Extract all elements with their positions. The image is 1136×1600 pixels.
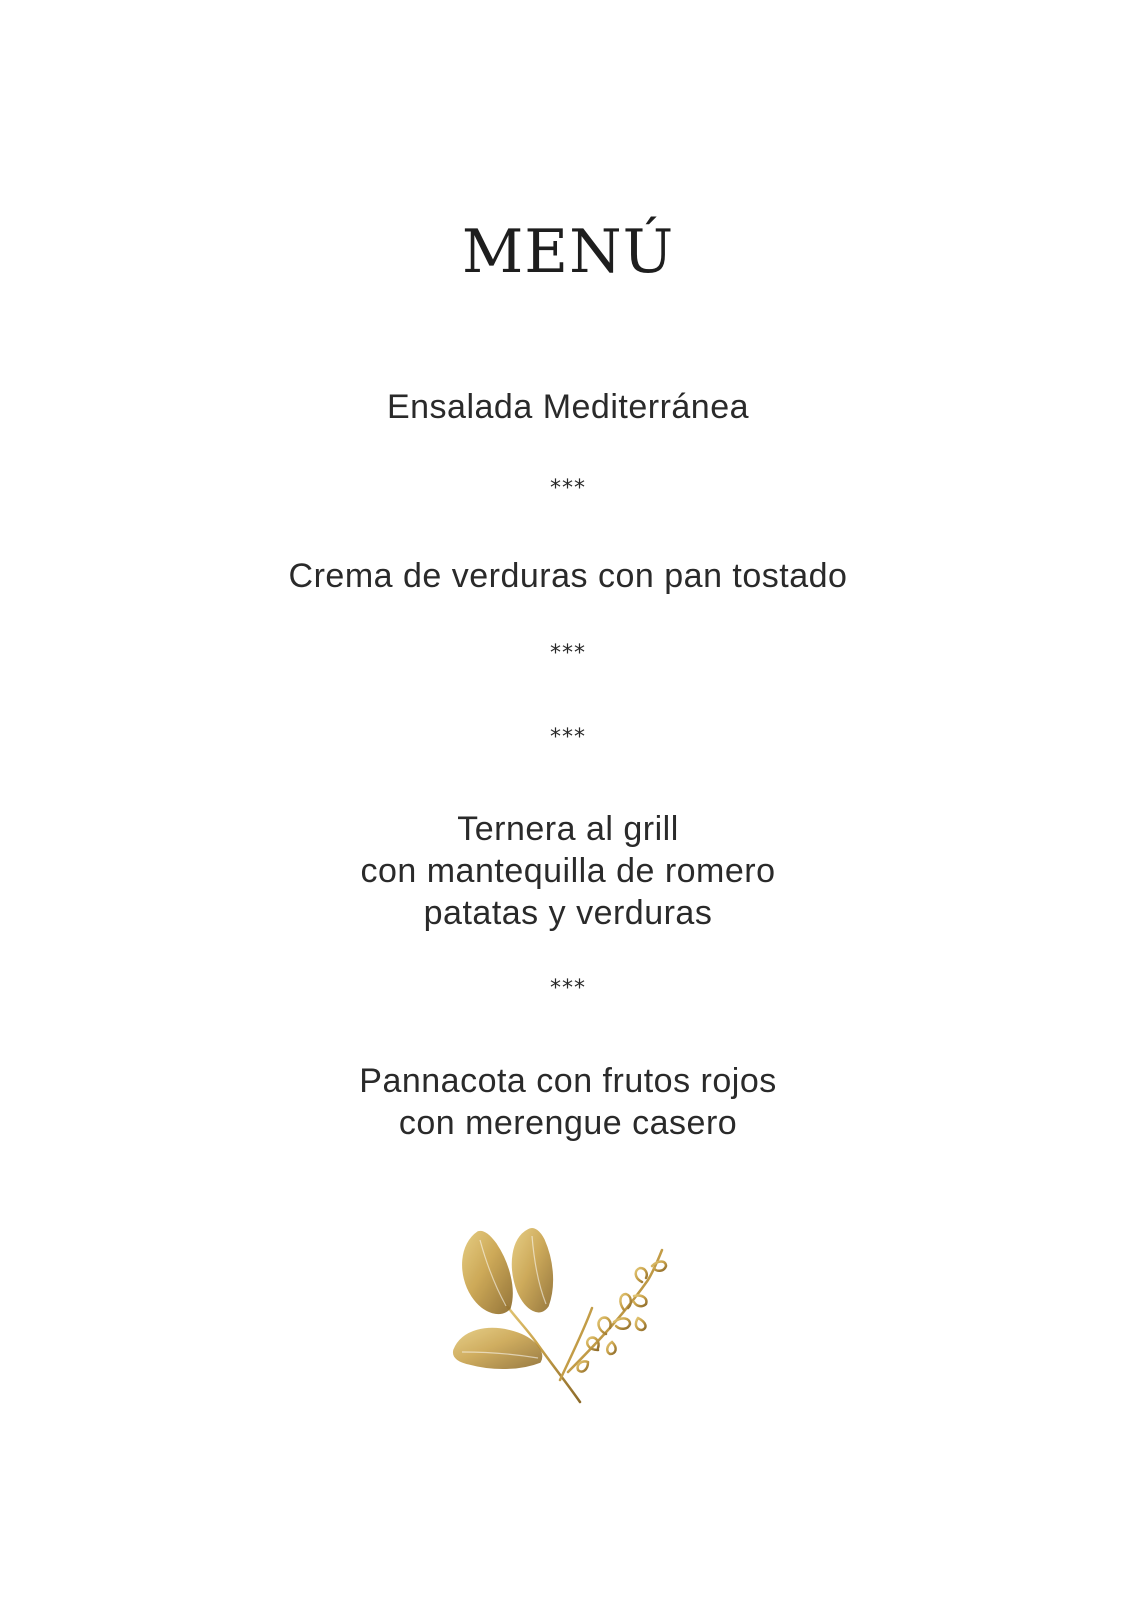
- course-4-line-1: Pannacota con frutos rojos: [359, 1062, 777, 1100]
- separator-1: ***: [550, 476, 586, 501]
- menu-title: MENÚ: [461, 217, 675, 287]
- course-3-line-1: Ternera al grill: [457, 810, 679, 848]
- separator-4: ***: [550, 976, 586, 1001]
- course-3-line-2: con mantequilla de romero: [360, 852, 776, 890]
- gold-leaf-sprig-icon: [448, 1222, 688, 1432]
- course-2-line-1: Crema de verduras con pan tostado: [288, 557, 848, 595]
- separator-2: ***: [550, 641, 586, 666]
- course-3-line-3: patatas y verduras: [423, 894, 713, 932]
- course-4-line-2: con merengue casero: [398, 1104, 738, 1142]
- course-1-line-1: Ensalada Mediterránea: [386, 388, 750, 426]
- separator-3: ***: [550, 725, 586, 750]
